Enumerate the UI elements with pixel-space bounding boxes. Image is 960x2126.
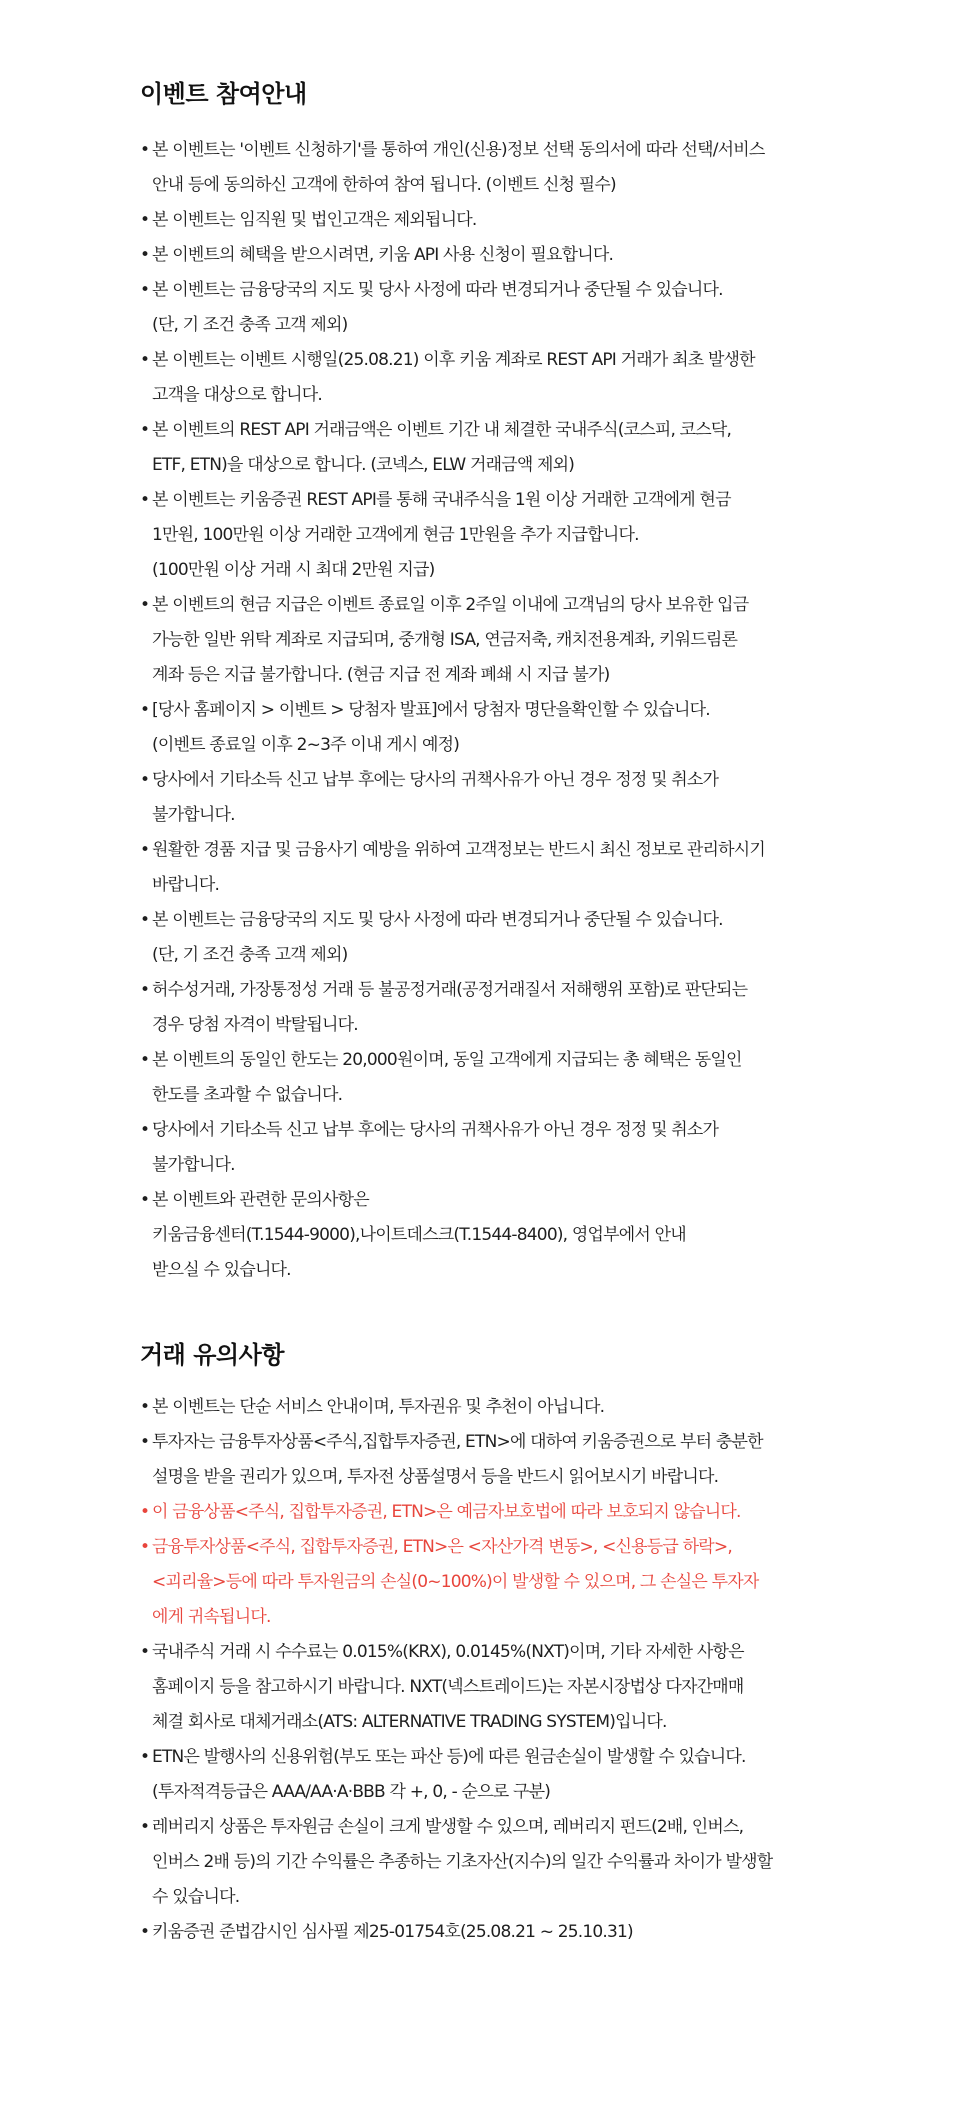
event-notes-list: [140, 133, 840, 1288]
list-item-line: • 원활한 경품 지급 및 금융사기 예방을 위하여 고객정보는 반드시 최신 정보로 관리하시기: [152, 840, 766, 860]
list-item-line: • 레버리지 상품은 투자원금 손실이 크게 발생할 수 있으며, 레버리지 펀드(2배, 인버스,: [152, 1817, 744, 1837]
list-item-line: 경우 당첨 자격이 박탈됩니다.: [152, 1015, 358, 1035]
list-item-line: 고객을 대상으로 합니다.: [152, 385, 323, 405]
list-item: [140, 903, 840, 973]
list-item-line: (단, 기 조건 충족 고객 제외): [152, 945, 348, 965]
list-item-line: • 투자자는 금융투자상품<주식,집합투자증권, ETN>에 대하여 키움증권으로 부터 충분한: [152, 1432, 763, 1452]
list-item: [140, 133, 840, 203]
list-item-line: 키움금융센터(T.1544-9000),나이트데스크(T.1544-8400), 영업부에서 안내: [152, 1225, 686, 1245]
list-item-line: (이벤트 종료일 이후 2~3주 이내 게시 예정): [152, 735, 460, 755]
list-item-line: • 허수성거래, 가장통정성 거래 등 불공정거래(공정거래질서 저해행위 포함)로 판단되는: [152, 980, 748, 1000]
list-item-line: (단, 기 조건 충족 고객 제외): [152, 315, 348, 335]
list-item-line: • 금융투자상품<주식, 집합투자증권, ETN>은 <자산가격 변동>, <신용등급 하락>,: [152, 1537, 732, 1557]
list-item: [140, 1390, 840, 1425]
list-item: [140, 483, 840, 588]
list-item: [140, 833, 840, 903]
list-item-line: 불가합니다.: [152, 805, 235, 825]
list-item: [140, 1495, 840, 1530]
list-item: [140, 1740, 840, 1810]
list-item: [140, 273, 840, 343]
list-item-line: (투자적격등급은 AAA/AA·A·BBB 각 +, 0, - 순으로 구분): [152, 1782, 551, 1802]
list-item: [140, 1043, 840, 1113]
list-item-line: 인버스 2배 등)의 기간 수익률은 추종하는 기초자산(지수)의 일간 수익률과 차이가 발생할: [152, 1852, 773, 1872]
list-item: [140, 1113, 840, 1183]
list-item-line: 설명을 받을 권리가 있으며, 투자전 상품설명서 등을 반드시 읽어보시기 바랍니다.: [152, 1467, 719, 1487]
list-item-line: • ETN은 발행사의 신용위험(부도 또는 파산 등)에 따른 원금손실이 발생할 수 있습니다.: [152, 1747, 746, 1767]
list-item: [140, 588, 840, 693]
list-item-line: • 본 이벤트는 '이벤트 신청하기'를 통하여 개인(신용)정보 선택 동의서에 따라 선택/서비스: [152, 140, 765, 160]
list-item: [140, 1183, 840, 1288]
list-item-line: • 본 이벤트의 REST API 거래금액은 이벤트 기간 내 체결한 국내주식(코스피, 코스닥,: [152, 420, 732, 440]
list-item-line: • 본 이벤트의 동일인 한도는 20,000원이며, 동일 고객에게 지급되는 총 혜택은 동일인: [152, 1050, 742, 1070]
list-item: [140, 1425, 840, 1495]
list-item-line: 수 있습니다.: [152, 1887, 240, 1907]
list-item-line: ETF, ETN)을 대상으로 합니다. (코넥스, ELW 거래금액 제외): [152, 455, 575, 475]
list-item-line: • 키움증권 준법감시인 심사필 제25-01754호(25.08.21 ~ 25.10.31): [152, 1922, 633, 1942]
list-item-line: • 본 이벤트의 현금 지급은 이벤트 종료일 이후 2주일 이내에 고객님의 당사 보유한 입금: [152, 595, 749, 615]
list-item: [140, 1915, 840, 1950]
list-item-line: 계좌 등은 지급 불가합니다. (현금 지급 전 계좌 폐쇄 시 지급 불가): [152, 665, 610, 685]
list-item-line: • 본 이벤트는 키움증권 REST API를 통해 국내주식을 1원 이상 거래한 고객에게 현금: [152, 490, 731, 510]
list-item: [140, 1530, 840, 1635]
list-item-line: 체결 회사로 대체거래소(ATS: ALTERNATIVE TRADING SYSTEM)입니다.: [152, 1712, 667, 1732]
list-item-line: • [당사 홈페이지 > 이벤트 > 당첨자 발표]에서 당첨자 명단을확인할 수 있습니다.: [152, 700, 710, 720]
list-item-line: • 본 이벤트와 관련한 문의사항은: [152, 1190, 369, 1210]
list-item-line: 안내 등에 동의하신 고객에 한하여 참여 됩니다. (이벤트 신청 필수): [152, 175, 616, 195]
list-item-line: • 본 이벤트는 금융당국의 지도 및 당사 사정에 따라 변경되거나 중단될 수 있습니다.: [152, 280, 723, 300]
section-title: 이벤트 참여안내: [140, 80, 307, 108]
list-item-line: • 이 금융상품<주식, 집합투자증권, ETN>은 예금자보호법에 따라 보호되지 않습니다.: [152, 1502, 741, 1522]
list-item-line: 홈페이지 등을 참고하시기 바랍니다. NXT(넥스트레이드)는 자본시장법상 다자간매매: [152, 1677, 744, 1697]
list-item: [140, 763, 840, 833]
list-item-line: 바랍니다.: [152, 875, 220, 895]
list-item-line: 한도를 초과할 수 없습니다.: [152, 1085, 343, 1105]
list-item: [140, 343, 840, 413]
list-item-line: <괴리율>등에 따라 투자원금의 손실(0~100%)이 발생할 수 있으며, 그 손실은 투자자: [152, 1572, 759, 1592]
list-item-line: 1만원, 100만원 이상 거래한 고객에게 현금 1만원을 추가 지급합니다.: [152, 525, 639, 545]
section-title: 거래 유의사항: [140, 1341, 284, 1369]
list-item-line: 불가합니다.: [152, 1155, 235, 1175]
list-item: [140, 973, 840, 1043]
list-item: [140, 693, 840, 763]
list-item-line: • 당사에서 기타소득 신고 납부 후에는 당사의 귀책사유가 아닌 경우 정정 및 취소가: [152, 770, 719, 790]
list-item-line: • 본 이벤트는 단순 서비스 안내이며, 투자권유 및 추천이 아닙니다.: [152, 1397, 605, 1417]
trading-caution-section: [140, 1335, 840, 1950]
list-item-line: • 본 이벤트는 임직원 및 법인고객은 제외됩니다.: [152, 210, 477, 230]
list-item-line: 가능한 일반 위탁 계좌로 지급되며, 중개형 ISA, 연금저축, 캐치전용계좌, 키워드림론: [152, 630, 738, 650]
list-item-line: (100만원 이상 거래 시 최대 2만원 지급): [152, 560, 435, 580]
list-item-line: • 본 이벤트는 이벤트 시행일(25.08.21) 이후 키움 계좌로 REST API 거래가 최초 발생한: [152, 350, 755, 370]
list-item-line: • 국내주식 거래 시 수수료는 0.015%(KRX), 0.0145%(NXT)이며, 기타 자세한 사항은: [152, 1642, 744, 1662]
list-item: [140, 1635, 840, 1740]
list-item: [140, 238, 840, 273]
list-item-line: • 당사에서 기타소득 신고 납부 후에는 당사의 귀책사유가 아닌 경우 정정 및 취소가: [152, 1120, 719, 1140]
list-item: [140, 203, 840, 238]
list-item-line: 에게 귀속됩니다.: [152, 1607, 271, 1627]
list-item-line: • 본 이벤트는 금융당국의 지도 및 당사 사정에 따라 변경되거나 중단될 수 있습니다.: [152, 910, 723, 930]
event-participation-section: [140, 74, 840, 1288]
list-item: [140, 1810, 840, 1915]
list-item: [140, 413, 840, 483]
list-item-line: • 본 이벤트의 혜택을 받으시려면, 키움 API 사용 신청이 필요합니다.: [152, 245, 614, 265]
caution-notes-list: [140, 1390, 840, 1950]
list-item-line: 받으실 수 있습니다.: [152, 1260, 291, 1280]
